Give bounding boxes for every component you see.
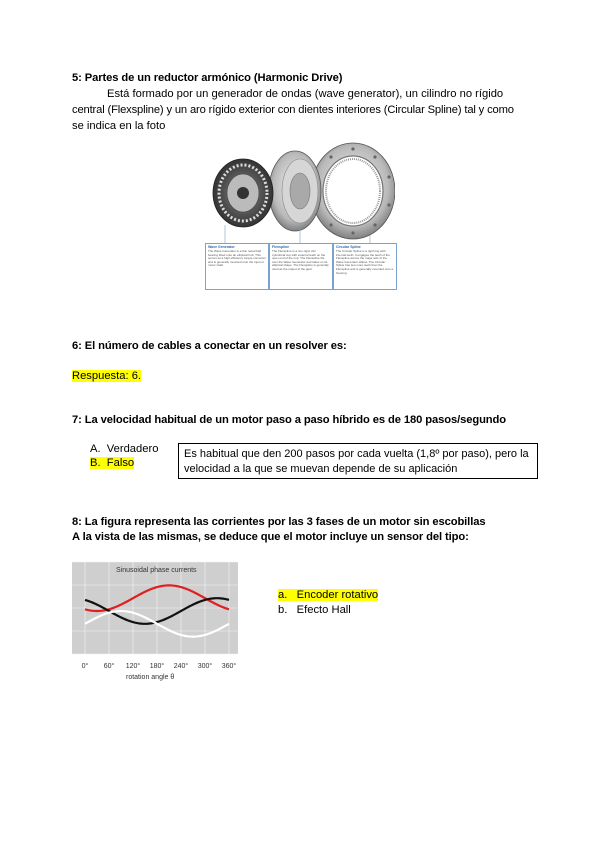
q8-title-line1: 8: La figura representa las corrientes por las 3 fases de un motor sin escobillas: [72, 516, 486, 528]
x-tick-label: 180°: [149, 663, 165, 670]
q5-line3: se indica en la foto: [72, 120, 166, 132]
harmonic-drive-illustration: [205, 133, 395, 243]
q5-line2: central (Flexspline) y un aro rígido exterior con dientes interiores (Circular Spline) tal y como: [72, 104, 514, 116]
q6-answer-text: Respuesta: 6.: [72, 370, 142, 382]
x-tick-label: 240°: [173, 663, 189, 670]
chart-xlabel: rotation angle θ: [126, 674, 175, 681]
option-letter: B.: [90, 457, 101, 469]
caption-circular-spline: [333, 243, 397, 290]
option-letter: b.: [278, 604, 288, 616]
q7-title: 7: La velocidad habitual de un motor paso a paso híbrido es de 180 pasos/segundo: [72, 414, 506, 426]
option-text: Verdadero: [106, 443, 159, 455]
caption-title: Circular Spline: [336, 245, 361, 249]
caption-text: The Wave Generator is a thin raced ball bearing fitted onto an elliptical hub. This serves as a high efficiency torque converter and is generally mounted onto the input or motor shaft.: [208, 249, 266, 268]
q7-note-line1: Es habitual que den 200 pasos por cada vuelta (1,8º por paso), pero la: [184, 448, 529, 460]
q7-option-b: [90, 457, 134, 469]
chart-x-ticks: [82, 662, 237, 670]
caption-title: Flexspline: [272, 245, 290, 249]
caption-text: The Flexspline is a non-rigid, thin cylindrical cup with external teeth on the open end of the cup. The Flexspline fits over the Wave Generator and takes on its elliptical shape. The Flexspline is generally used as the output of the gear.: [272, 249, 329, 271]
x-tick-label: 300°: [197, 663, 213, 670]
caption-wave-generator: [205, 243, 269, 290]
q5-title: 5: Partes de un reductor armónico (Harmonic Drive): [72, 72, 343, 84]
caption-title: Wave Generator: [208, 245, 235, 249]
x-tick-label: 0°: [81, 663, 89, 670]
q8-option-a: [278, 589, 378, 601]
option-text: Encoder rotativo: [296, 589, 379, 601]
caption-flexspline: [269, 243, 333, 290]
q8-option-b: [278, 604, 351, 616]
option-highlight: [278, 589, 378, 601]
q7-option-a: [90, 443, 158, 455]
chart-title: Sinusoidal phase currents: [116, 567, 197, 574]
option-highlight: [90, 457, 134, 469]
option-text: Falso: [106, 457, 135, 469]
q5-line1: Está formado por un generador de ondas (wave generator), un cilindro no rígido: [107, 88, 504, 100]
x-tick-label: 360°: [221, 663, 237, 670]
q6-title: 6: El número de cables a conectar en un resolver es:: [72, 340, 347, 352]
option-letter: a.: [278, 589, 288, 601]
option-text: Efecto Hall: [296, 604, 351, 616]
x-tick-label: 60°: [103, 663, 115, 670]
caption-text: The Circular Spline is a rigid ring with internal teeth. It engages the teeth of the Flexspline across the major axis of the Wave Generator ellipse. The Circular Spline has two more teeth than the Flexspline and is generally mounted onto a housing.: [336, 249, 394, 275]
phase-currents-chart: [72, 560, 242, 685]
option-letter: A.: [90, 443, 101, 455]
q7-explanation-box: [178, 443, 538, 479]
q6-answer: [72, 370, 141, 382]
x-tick-label: 120°: [125, 663, 141, 670]
q7-note-line2: velocidad a la que se muevan depende de su aplicación: [184, 463, 458, 475]
q8-title-line2: A la vista de las mismas, se deduce que el motor incluye un sensor del tipo:: [72, 531, 469, 543]
harmonic-drive-figure: [205, 133, 395, 288]
